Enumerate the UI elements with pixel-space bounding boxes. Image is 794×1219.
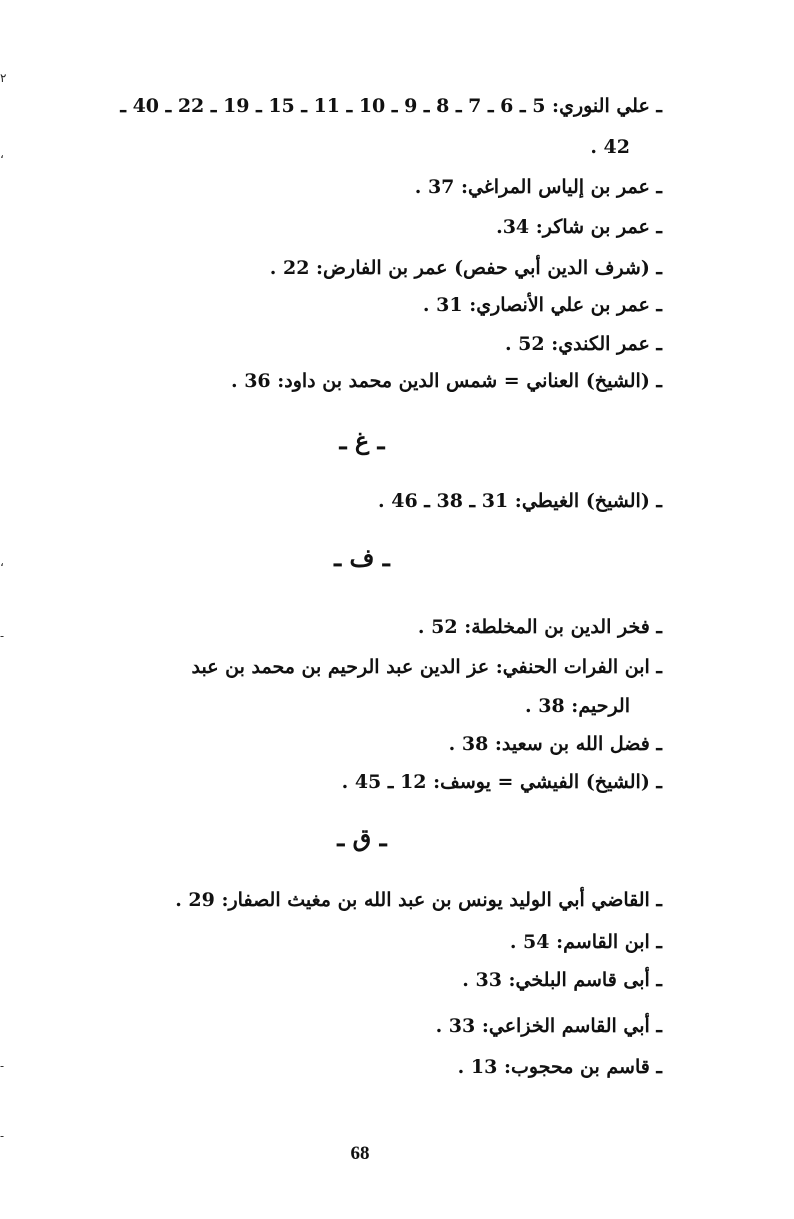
- index-entry: ـ (الشيخ) الفيشي = يوسف: 12 ـ 45 .: [341, 771, 662, 793]
- index-entry: ـ ابن الفرات الحنفي: عز الدين عبد الرحيم بن محمد بن عبد: [191, 656, 662, 678]
- index-entry: ـ ابن القاسم: 54 .: [509, 931, 662, 953]
- index-entry: ـ عمر الكندي: 52 .: [504, 333, 662, 355]
- index-entry-continuation: الرحيم: 38 .: [525, 695, 630, 717]
- index-entry: ـ القاضي أبي الوليد يونس بن عبد الله بن مغيث الصفار: 29 .: [175, 889, 662, 911]
- index-entry: ـ قاسم بن محجوب: 13 .: [457, 1056, 662, 1078]
- index-entry: ـ عمر بن إلياس المراغي: 37 .: [414, 176, 662, 198]
- index-entry: ـ أبي القاسم الخزاعي: 33 .: [435, 1015, 662, 1037]
- index-entry-continuation: 42 .: [590, 136, 630, 158]
- index-entry: ـ عمر بن شاكر: 34.: [496, 216, 662, 238]
- index-entry: ـ (الشيخ) العناني = شمس الدين محمد بن داود: 36 .: [230, 370, 662, 392]
- margin-mark: -: [0, 1129, 5, 1143]
- index-entry: ـ فضل الله بن سعيد: 38 .: [448, 733, 662, 755]
- index-entry: ـ (الشيخ) الغيطي: 31 ـ 38 ـ 46 .: [378, 490, 662, 512]
- margin-mark: ،: [0, 147, 4, 161]
- section-heading-ghain: ـ غ ـ: [339, 426, 385, 455]
- section-heading-fa: ـ ف ـ: [334, 543, 390, 572]
- margin-mark: -: [0, 1059, 5, 1073]
- index-entry: ـ عمر بن علي الأنصاري: 31 .: [422, 294, 662, 316]
- margin-mark: -: [0, 629, 5, 643]
- index-entry: ـ (شرف الدين أبي حفص) عمر بن الفارض: 22 .: [269, 257, 662, 279]
- index-entry: ـ علي النوري: 5 ـ 6 ـ 7 ـ 8 ـ 9 ـ 10 ـ 11 ـ 15 ـ 19 ـ 22 ـ 40 ـ: [120, 95, 662, 117]
- index-entry: ـ أبى قاسم البلخي: 33 .: [462, 969, 662, 991]
- margin-mark: ٢: [0, 71, 7, 85]
- margin-mark: ،: [0, 555, 4, 569]
- index-entry: ـ فخر الدين بن المخلطة: 52 .: [417, 616, 662, 638]
- page-number: 68: [350, 1143, 370, 1164]
- section-heading-qaf: ـ ق ـ: [337, 823, 387, 852]
